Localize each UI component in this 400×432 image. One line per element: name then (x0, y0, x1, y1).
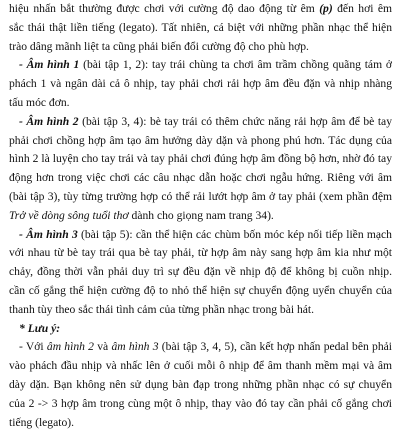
note-heading (9, 320, 392, 339)
text-line: động hơn trong việc chơi các câu nhạc dẫn hoặc chơi ngẫu hứng. Riêng với âm (9, 171, 392, 185)
text-line: hiệu nhấn bắt thường được chơi với cường độ dao động từ êm (p) đến hơi êm (9, 2, 392, 15)
text-line: phách 1 và ngân dài cả ô nhịp, tay phải chơi rải hợp âm đều đặn và nhịp nhàng (9, 77, 392, 91)
text-line: - Với âm hình 2 và âm hình 3 (bài tập 3, 4, 5), cần kết hợp nhấn pedal bên phải (19, 340, 392, 354)
text-line: chảy, đồng thời vẫn phải duy trì sự đều đặn về nhịp độ để không bị cuồn nhịp. (9, 265, 392, 279)
text-line: - Âm hình 3 (bài tập 5): cần thể hiện các chùm bốn móc kép nối tiếp liền mạch (19, 227, 392, 241)
text-line: - Âm hình 1 (bài tập 1, 2): tay trái chùng ta chơi âm trầm chồng quãng tám ở (19, 58, 392, 72)
text-line: của 2 -> 3 hợp âm trong cùng một ô nhịp, thay vào đó tay cần phải cố gắng chơi (9, 396, 392, 410)
text-line: tấu móc đơn. (9, 95, 70, 109)
text-line: với nhau từ bè tay trái qua bè tay phải, từ hợp âm này sang hợp âm kia như một (9, 246, 392, 260)
text-line: tiếng (legato). (9, 415, 75, 429)
text-line: thanh tùy theo sắc thái tình cảm của từng phần nhạc trong bài hát. (9, 302, 315, 316)
text-line: sắc thái thật liền tiếng (legato). Tất nhiên, cá biệt với những phần nhạc thể hiện (9, 20, 392, 34)
text-line: * Lưu ý: (19, 321, 61, 335)
text-line: phải chơi chồng hợp âm tạo âm hưởng dày dặn và phong phú hơn. Tác dụng của (9, 133, 392, 147)
text-line: vào phách đầu nhịp và nhấc lên ở cuối mỗi ô nhịp để âm thanh mềm mại và âm (9, 359, 392, 373)
paragraph-am-hinh-2 (9, 113, 392, 226)
text-line: (bài tập 3), tùy từng trường hợp có thể rải lướt hợp âm ở tay phải (xem phần đệm (9, 189, 392, 203)
paragraph-note (9, 338, 392, 432)
text-line: trào dâng mãnh liệt ta cũng phải biến đổi cường độ cho phù hợp. (9, 39, 309, 53)
paragraph-am-hinh-1 (9, 56, 392, 112)
text-line: cần cố gắng thể hiện cường độ to nhỏ thể hiện sự chuyển động uyển chuyển của (9, 283, 392, 297)
text-line: - Âm hình 2 (bài tập 3, 4): bè tay trái có thêm chức năng rải hợp âm để bè tay (19, 114, 392, 128)
text-line: hình 2 là luyện cho tay trái và tay phải chơi đúng hợp âm đồng bộ hơn, nhờ đó tay (9, 152, 392, 166)
paragraph-am-hinh-3 (9, 226, 392, 320)
text-line: dày dặn. Bạn không nên sử dụng bàn đạp trong những phần nhạc có sự chuyển (9, 377, 392, 391)
text-line: Trở về dòng sông tuổi thơ dành cho giọng nam trang 34). (9, 208, 274, 222)
paragraph-intro (9, 0, 392, 56)
